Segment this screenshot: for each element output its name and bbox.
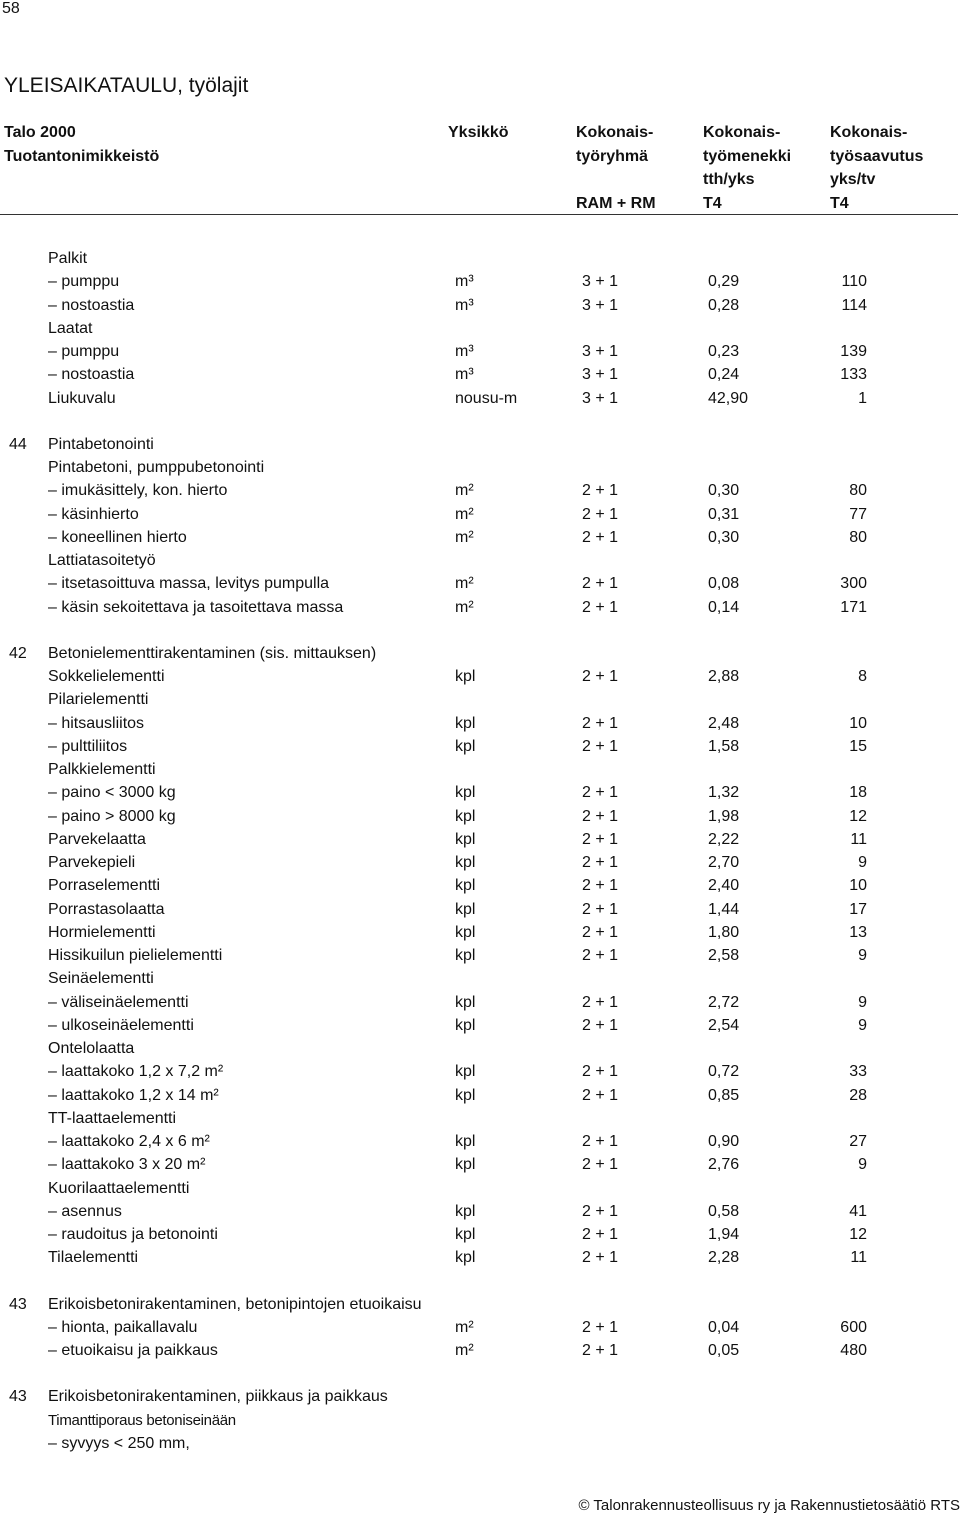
row-work-hours: 2,76 [708,1156,740,1174]
row-crew: 2 + 1 [582,784,619,802]
header-col-crew [576,121,656,215]
row-name: – hitsausliitos [48,714,145,732]
row-unit: m³ [455,296,474,314]
row-output: 12 [849,807,867,825]
row-name: Hormielementti [48,923,156,941]
row-crew: 2 + 1 [582,598,619,616]
table-row [0,851,960,874]
header-col-unit [448,121,508,145]
row-name: Porrastasolaatta [48,900,165,918]
row-work-hours: 0,24 [708,366,740,384]
row-crew: 2 + 1 [582,1156,619,1174]
row-unit: m² [455,1342,474,1359]
row-name: – imukäsittely, kon. hierto [48,482,228,500]
row-crew: 2 + 1 [582,668,619,685]
row-name: Pintabetoni, pumppubetonointi [48,459,265,476]
row-name: – laattakoko 2,4 x 6 m² [48,1133,210,1150]
row-unit: nousu-m [455,389,518,407]
row-output: 10 [849,877,867,895]
table-row [0,1293,960,1316]
row-output: 114 [841,296,867,314]
row-work-hours: 0,28 [708,296,740,314]
table-row [0,1107,960,1130]
table-row [0,1385,960,1408]
row-unit: kpl [455,1086,476,1104]
row-name: – laattakoko 1,2 x 7,2 m² [48,1063,224,1081]
row-unit: kpl [455,1156,476,1174]
table-row [0,874,960,897]
header-text: tth/yks [703,171,755,188]
table-row [0,1060,960,1083]
row-work-hours: 1,44 [708,900,740,918]
row-name: TT-laattaelementti [48,1109,177,1127]
row-output: 10 [849,714,867,732]
row-name: – hionta, paikallavalu [48,1318,198,1336]
row-crew: 3 + 1 [582,273,619,291]
row-unit: kpl [455,900,476,918]
row-name: Laatat [48,319,93,337]
row-work-hours: 0,58 [708,1202,740,1220]
row-name: Parvekepieli [48,854,136,871]
row-unit: kpl [455,830,476,848]
row-crew: 2 + 1 [582,923,619,941]
table-row [0,387,960,410]
table-row [0,479,960,502]
row-crew: 2 + 1 [582,1226,619,1243]
row-crew: 2 + 1 [582,505,619,523]
table-row [0,1432,960,1455]
row-output: 80 [849,482,867,500]
row-name: Sokkelielementti [48,668,165,685]
row-crew: 2 + 1 [582,1202,619,1220]
row-work-hours: 2,54 [708,1016,740,1034]
table-row [0,944,960,967]
header-text: yks/tv [830,171,876,188]
row-output: 300 [840,575,867,593]
row-work-hours: 0,23 [708,343,740,360]
row-crew: 3 + 1 [582,389,619,407]
table-row [0,1316,960,1339]
row-output: 110 [841,273,867,291]
row-name: – nostoastia [48,296,135,314]
row-unit: kpl [455,947,476,964]
row-crew: 2 + 1 [582,830,619,848]
row-name: Seinäelementti [48,970,154,988]
row-name: – itsetasoittuva massa, levitys pumpulla [48,575,330,593]
table-row [0,781,960,804]
row-name: – käsinhierto [48,505,139,523]
row-work-hours: 1,32 [708,784,740,802]
table-row [0,991,960,1014]
table-row [0,967,960,990]
row-work-hours: 0,85 [708,1086,740,1104]
row-crew: 2 + 1 [582,1249,619,1267]
row-output: 9 [858,993,867,1011]
row-name: Parvekelaatta [48,830,146,848]
header-text: työsaavutus [830,147,924,165]
header-text: Kokonais- [703,124,781,141]
row-output: 17 [849,900,867,918]
row-name: – syvyys < 250 mm, [48,1434,190,1452]
row-work-hours: 42,90 [708,389,749,407]
row-name: Erikoisbetonirakentaminen, piikkaus ja paikkaus [48,1388,388,1406]
table-row [0,1014,960,1037]
table-row [0,1409,960,1432]
table-row [0,688,960,711]
row-unit: m³ [455,343,474,360]
row-name: – pulttiliitos [48,737,128,755]
row-work-hours: 0,30 [708,528,740,546]
row-output: 33 [849,1063,867,1081]
row-output: 480 [840,1342,867,1359]
table-row [0,549,960,572]
table-row [0,758,960,781]
table-row [0,363,960,386]
schedule-table-body [0,247,960,1455]
row-unit: kpl [455,1226,476,1243]
row-name: – käsin sekoitettava ja tasoitettava massa [48,598,344,616]
row-name: Palkit [48,250,88,267]
header-text: työmenekki [703,147,792,165]
row-unit: m³ [455,366,474,384]
row-output: 9 [858,854,867,871]
row-name: Timanttiporaus betoniseinään [48,1411,236,1429]
row-name: – koneellinen hierto [48,528,187,546]
row-crew: 2 + 1 [582,714,619,732]
row-crew: 2 + 1 [582,1342,619,1359]
row-name: – pumppu [48,343,120,360]
row-code: 42 [9,644,27,662]
header-text: Talo 2000 [4,124,76,141]
row-unit: m² [455,575,474,593]
row-unit: kpl [455,1249,476,1267]
row-work-hours: 1,94 [708,1226,740,1243]
row-unit: m² [455,1318,474,1336]
row-crew: 2 + 1 [582,1318,619,1336]
page-number: 58 [2,0,20,17]
row-work-hours: 1,80 [708,923,740,941]
row-name: – laattakoko 3 x 20 m² [48,1156,206,1174]
row-output: 41 [849,1202,867,1220]
row-work-hours: 2,48 [708,714,740,732]
header-col-work-hours [703,121,791,215]
row-output: 11 [850,1249,867,1267]
row-unit: m² [455,505,474,523]
row-name: Tilaelementti [48,1249,139,1267]
row-unit: kpl [455,1016,476,1034]
header-text: Kokonais- [830,124,908,141]
header-col-classification [4,121,159,168]
row-work-hours: 0,14 [708,598,740,616]
row-work-hours: 2,70 [708,854,740,871]
row-unit: kpl [455,807,476,825]
row-crew: 3 + 1 [582,296,619,314]
row-output: 18 [849,784,867,802]
row-work-hours: 0,90 [708,1133,740,1150]
row-work-hours: 0,04 [708,1318,740,1336]
row-work-hours: 0,31 [708,505,740,523]
row-unit: kpl [455,784,476,802]
table-row [0,665,960,688]
table-row [0,1037,960,1060]
header-text: T4 [830,194,849,212]
row-crew: 2 + 1 [582,1016,619,1034]
row-unit: m² [455,598,474,616]
table-row [0,1246,960,1269]
row-output: 15 [849,737,867,755]
row-crew: 2 + 1 [582,900,619,918]
row-crew: 3 + 1 [582,366,619,384]
table-row [0,1223,960,1246]
row-crew: 2 + 1 [582,1086,619,1104]
row-output: 13 [849,923,867,941]
row-name: Betonielementtirakentaminen (sis. mittauksen) [48,644,377,662]
row-crew: 2 + 1 [582,877,619,895]
table-row [0,596,960,619]
row-name: Palkkielementti [48,761,156,778]
row-crew: 2 + 1 [582,575,619,593]
row-work-hours: 2,88 [708,668,740,685]
row-name: Pintabetonointi [48,435,154,453]
row-output: 8 [858,668,867,685]
table-row [0,317,960,340]
row-name: – ulkoseinäelementti [48,1016,194,1034]
table-row [0,735,960,758]
row-name: – väliseinäelementti [48,993,189,1011]
row-unit: kpl [455,993,476,1011]
row-unit: m² [455,528,474,546]
row-output: 171 [840,598,867,616]
row-unit: m³ [455,273,474,291]
table-row [0,340,960,363]
table-row [0,1153,960,1176]
row-work-hours: 1,58 [708,737,740,755]
row-crew: 2 + 1 [582,993,619,1011]
row-work-hours: 0,72 [708,1063,740,1081]
row-name: Hissikuilun pielielementti [48,947,223,964]
row-output: 1 [858,389,867,407]
row-output: 600 [840,1318,867,1336]
row-unit: kpl [455,737,476,755]
row-work-hours: 2,28 [708,1249,740,1267]
table-row [0,642,960,665]
row-output: 77 [849,505,867,523]
row-unit: kpl [455,1063,476,1081]
row-name: Pilarielementti [48,691,149,709]
table-row [0,503,960,526]
table-row [0,572,960,595]
row-name: – nostoastia [48,366,135,384]
header-text: RAM + RM [576,194,656,212]
row-name: – paino < 3000 kg [48,784,176,802]
row-crew: 2 + 1 [582,807,619,825]
row-unit: kpl [455,1133,476,1150]
table-row [0,456,960,479]
row-work-hours: 0,30 [708,482,740,500]
header-text [576,168,656,192]
copyright-footer: © Talonrakennusteollisuus ry ja Rakennustietosäätiö RTS [578,1497,960,1514]
row-code: 43 [9,1295,27,1313]
row-work-hours: 2,72 [708,993,740,1011]
row-unit: m² [455,482,474,500]
row-crew: 2 + 1 [582,737,619,755]
row-code: 43 [9,1388,27,1406]
table-row [0,270,960,293]
row-name: Kuorilaattaelementti [48,1179,190,1197]
row-name: – etuoikaisu ja paikkaus [48,1342,218,1359]
row-unit: kpl [455,668,476,685]
table-row [0,1339,960,1362]
row-crew: 2 + 1 [582,854,619,871]
header-text: Kokonais- [576,124,654,141]
table-row [0,1130,960,1153]
row-crew: 3 + 1 [582,343,619,360]
row-crew: 2 + 1 [582,1133,619,1150]
row-name: – raudoitus ja betonointi [48,1226,218,1243]
row-name: Liukuvalu [48,389,116,407]
table-row [0,805,960,828]
row-output: 133 [840,366,867,384]
row-work-hours: 0,08 [708,575,740,593]
row-work-hours: 2,22 [708,830,740,848]
table-row [0,921,960,944]
table-row [0,433,960,456]
row-name: Porraselementti [48,877,161,895]
row-unit: kpl [455,877,476,895]
header-divider [0,214,958,215]
header-text: T4 [703,194,722,212]
row-name: – pumppu [48,273,120,291]
table-row [0,294,960,317]
row-unit: kpl [455,1202,476,1220]
table-row [0,1200,960,1223]
row-name: – paino > 8000 kg [48,807,176,825]
row-unit: kpl [455,714,476,732]
row-code: 44 [9,435,27,453]
row-work-hours: 2,58 [708,947,740,964]
row-work-hours: 1,98 [708,807,740,825]
row-work-hours: 2,40 [708,877,740,895]
row-crew: 2 + 1 [582,1063,619,1081]
table-row [0,898,960,921]
row-output: 80 [849,528,867,546]
row-work-hours: 0,29 [708,273,740,291]
header-col-output [830,121,923,215]
header-text: työryhmä [576,147,649,165]
row-output: 12 [849,1226,867,1243]
row-work-hours: 0,05 [708,1342,740,1359]
row-name: Lattiatasoitetyö [48,552,156,569]
table-row [0,1177,960,1200]
page-title: YLEISAIKATAULU, työlajit [4,74,249,97]
row-crew: 2 + 1 [582,482,619,500]
row-name: Erikoisbetonirakentaminen, betonipintojen etuoikaisu [48,1295,422,1313]
row-output: 11 [850,830,867,848]
row-crew: 2 + 1 [582,947,619,964]
row-unit: kpl [455,923,476,941]
table-row [0,1084,960,1107]
row-name: – asennus [48,1202,122,1220]
row-output: 28 [849,1086,867,1104]
row-output: 9 [858,1156,867,1174]
table-row [0,712,960,735]
table-row [0,247,960,270]
row-crew: 2 + 1 [582,528,619,546]
header-text: Yksikkö [448,124,509,141]
row-output: 139 [840,343,867,360]
row-unit: kpl [455,854,476,871]
row-output: 9 [858,1016,867,1034]
table-row [0,828,960,851]
row-output: 9 [858,947,867,964]
table-row [0,526,960,549]
row-name: Ontelolaatta [48,1040,135,1057]
header-text: Tuotantonimikkeistö [4,147,160,165]
row-name: – laattakoko 1,2 x 14 m² [48,1086,219,1104]
row-output: 27 [849,1133,867,1150]
